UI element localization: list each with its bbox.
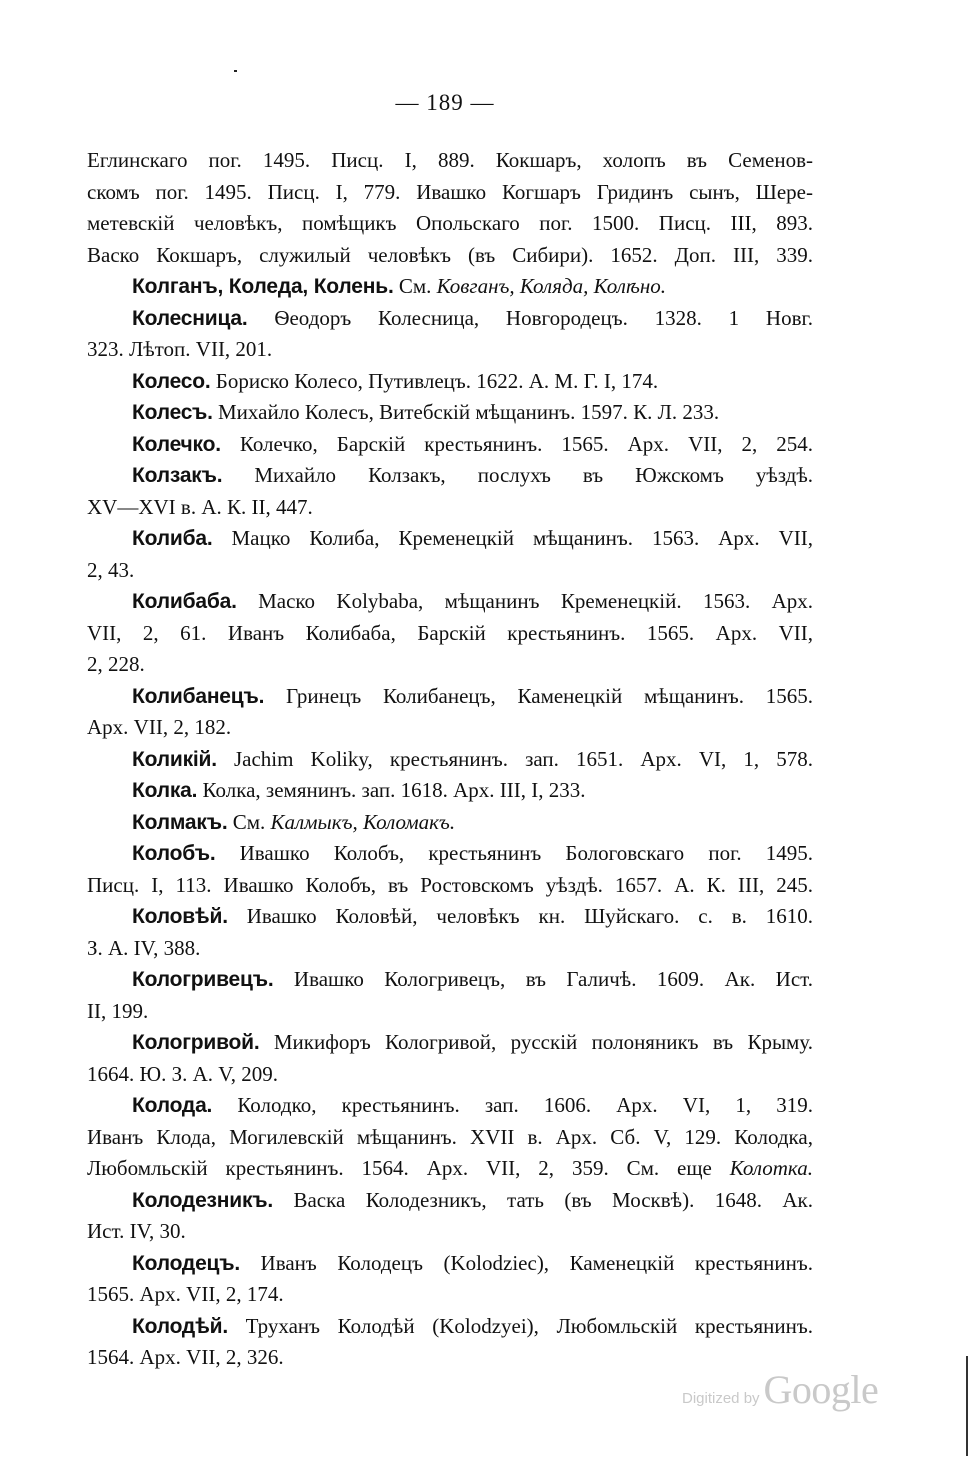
text-line [87,555,813,587]
scan-speck [234,70,237,72]
entry-headword: Колобъ. [132,842,216,865]
text-line [87,807,813,839]
entry-headword: Колзакъ. [132,464,223,487]
text-line [87,744,813,776]
entry-headword: Коликій. [132,747,217,771]
entry-text: Михайло Колесъ, Витебскій мѣщанинъ. 1597. К. Л. 233. [212,400,720,424]
text-line [87,1185,813,1217]
entry-headword: Колодезникъ. [132,1188,274,1212]
entry-text: Ивашко Коловѣй, человѣкъ кн. Шуйскаго. с. в. 1610. [227,904,813,928]
entry-text: Иванъ Клода, Могилевскій мѣщанинъ. XVII в. Арх. Сб. V, 129. Колодка, [87,1124,813,1149]
entry-text: 1565. Арх. VII, 2, 174. [87,1282,284,1306]
entry-text: Михайло Колзакъ, послухъ въ Южскомъ уѣздѣ. [222,463,813,487]
entry-text: Ист. IV, 30. [87,1219,186,1243]
entry-headword: Колесо. [132,369,211,393]
text-line [87,429,813,461]
entry-headword: Кологривой. [132,1031,260,1054]
entry-text: VII, 2, 61. Иванъ Колибаба, Барскій крестьянинъ. 1565. Арх. VII, [87,620,813,645]
text-line [87,523,813,555]
text-line [87,271,813,303]
page-edge-mark [966,1356,968,1456]
entry-text: См. [393,274,437,298]
entry-headword: Колмакъ. [132,810,228,834]
text-line [87,334,813,366]
text-line [87,649,813,681]
text-line [87,397,813,429]
text-line [87,681,813,713]
entry-text: Ѳеодоръ Колесница, Новгородецъ. 1328. 1 Новг. [247,305,813,330]
text-line [87,1059,813,1091]
dictionary-entries [87,145,813,1374]
entry-text: Васка Колодезникъ, тать (въ Москвѣ). 1648. Ак. [273,1187,813,1212]
entry-headword: Колесница. [132,306,248,330]
text-line [87,996,813,1028]
text-line [87,208,813,240]
text-line [87,901,813,933]
text-line [87,1248,813,1280]
entry-text: XV—XVI в. А. К. II, 447. [87,494,313,519]
entry-text: Ивашко Кологривецъ, въ Галичѣ. 1609. Ак. Ист. [273,967,813,991]
entry-text: Бориско Колесо, Путивлецъ. 1622. А. М. Г. I, 174. [210,368,659,393]
entry-text: скомъ пог. 1495. Писц. I, 779. Ивашко Когшаръ Гридинъ сынъ, Шере- [87,179,813,204]
entry-headword: Колечко. [132,432,221,456]
text-line [87,240,813,272]
text-line [87,1216,813,1248]
watermark-prefix: Digitized by [682,1390,760,1407]
entry-text: 2, 228. [87,652,145,676]
entry-text: Колодко, крестьянинъ. зап. 1606. Арх. VI, 1, 319. [212,1093,813,1117]
text-line [87,712,813,744]
entry-text: Любомльскій крестьянинъ. 1564. Арх. VII, 2, 359. См. еще [87,1156,730,1180]
entry-text: Маско Kolybaba, мѣщанинъ Кременецкій. 1563. Арх. [236,589,813,613]
entry-headword: Колодѣй. [132,1314,228,1338]
text-line [87,964,813,996]
entry-text: З. А. IV, 388. [87,935,201,960]
entry-text: См. [227,809,271,834]
text-line [87,870,813,902]
text-line [87,1311,813,1343]
watermark-brand: Google [763,1367,879,1412]
entry-text: 323. Лѣтоп. VII, 201. [87,337,273,361]
text-line [87,1279,813,1311]
entry-text: Микифоръ Кологривой, русскій полоняникъ въ Крыму. [259,1030,813,1054]
text-line [87,366,813,398]
entry-text: 2, 43. [87,557,135,582]
entry-text: Еглинскаго пог. 1495. Писц. I, 889. Кокшаръ, холопъ въ Семенов- [87,148,813,172]
text-line [87,1027,813,1059]
page-number: — 189 — [395,90,495,115]
entry-headword: Колиба. [132,527,213,550]
entry-text: Ивашко Колобъ, крестьянинъ Бологовскаго пог. 1495. [215,841,813,865]
text-line [87,303,813,335]
cross-reference: Калмыкъ, Коломакъ. [270,809,456,834]
text-line [87,586,813,618]
entry-text: Труханъ Колодѣй (Kolodzyei), Любомльскій крестьянинъ. [227,1313,813,1338]
cross-reference: Колотка. [729,1156,813,1180]
text-line [87,145,813,177]
entry-text: 1664. Ю. З. А. V, 209. [87,1061,278,1086]
text-line [87,1122,813,1154]
entry-text: Колечко, Барскій крестьянинъ. 1565. Арх. VII, 2, 254. [220,431,813,456]
entry-headword: Кологривецъ. [132,968,274,991]
entry-headword: Колибанецъ. [132,684,265,708]
text-line [87,492,813,524]
entry-headword: Коловѣй. [132,905,228,928]
text-line [87,1153,813,1185]
entry-text: Писц. I, 113. Ивашко Колобъ, въ Ростовскомъ уѣздѣ. 1657. А. К. III, 245. [87,872,813,897]
entry-text: Арх. VII, 2, 182. [87,715,232,739]
text-line [87,1090,813,1122]
text-line [87,618,813,650]
entry-headword: Колода. [132,1094,213,1117]
entry-text: Колка, земянинъ. зап. 1618. Арх. III, I, 233. [197,778,586,802]
cross-reference: Ковганъ, Коляда, Колѣно. [436,274,667,298]
text-line [87,177,813,209]
entry-text: II, 199. [87,998,149,1023]
entry-text: 1564. Арх. VII, 2, 326. [87,1345,284,1369]
text-line [87,933,813,965]
text-line [87,460,813,492]
entry-text: Иванъ Колодецъ (Kolodziec), Каменецкій крестьянинъ. [240,1250,813,1275]
entry-text: Васко Кокшаръ, служилый человѣкъ (въ Сибири). 1652. Доп. III, 339. [87,242,813,267]
entry-text: Мацко Колиба, Кременецкій мѣщанинъ. 1563. Арх. VII, [212,526,813,550]
text-line [87,775,813,807]
entry-text: Jachim Koliky, крестьянинъ. зап. 1651. Арх. VI, 1, 578. [216,746,813,771]
entry-headword: Колка. [132,779,198,802]
entry-headword: Колибаба. [132,590,237,613]
google-watermark [682,1366,878,1413]
entry-headword: Колодецъ. [132,1251,240,1275]
entry-text: Гринецъ Колибанецъ, Каменецкій мѣщанинъ. 1565. [264,683,813,708]
entry-headword: Колганъ, Коледа, Колень. [132,275,394,298]
text-line [87,838,813,870]
entry-text: метевскій человѣкъ, помѣщикъ Опольскаго пог. 1500. Писц. III, 893. [87,211,813,235]
entry-headword: Колесъ. [132,401,213,424]
